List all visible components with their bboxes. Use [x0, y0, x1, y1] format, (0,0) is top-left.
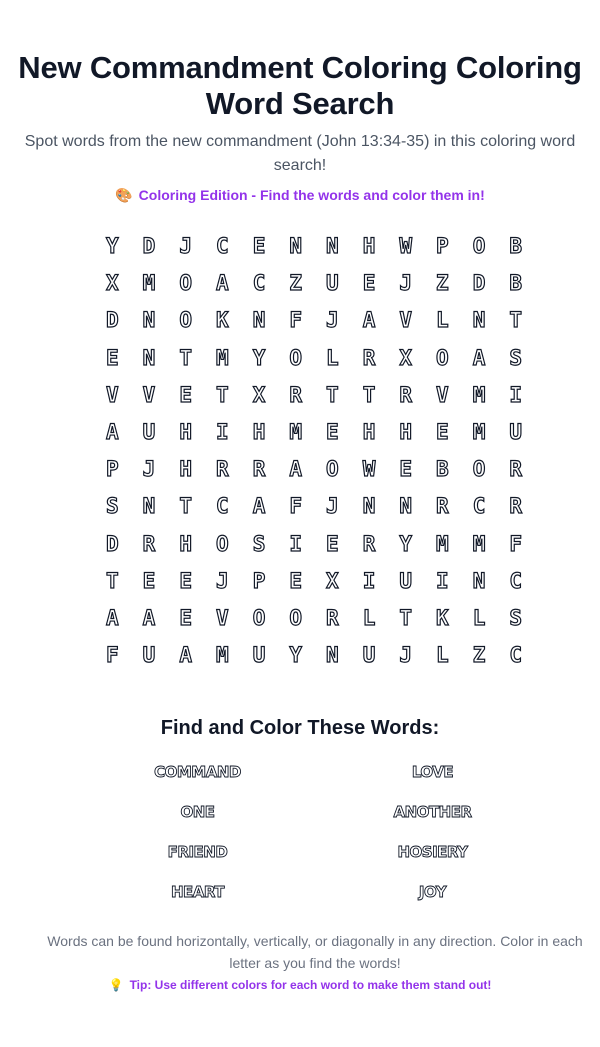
- grid-cell[interactable]: T: [326, 382, 339, 407]
- grid-cell[interactable]: C: [509, 568, 523, 593]
- grid-cell[interactable]: V: [436, 382, 449, 407]
- grid-cell[interactable]: X: [252, 382, 266, 407]
- grid-cell[interactable]: C: [509, 643, 523, 668]
- grid-row: [94, 377, 534, 414]
- grid-cell[interactable]: L: [436, 308, 449, 333]
- page-title: New Commandment Coloring Coloring Word Search: [18, 50, 582, 121]
- grid-cell[interactable]: L: [362, 605, 376, 630]
- grid-cell[interactable]: E: [142, 568, 156, 593]
- grid-cell[interactable]: O: [179, 308, 192, 333]
- grid-cell[interactable]: R: [289, 382, 303, 407]
- grid-cell[interactable]: A: [216, 271, 229, 296]
- word-list-item: COMMAND: [154, 763, 241, 781]
- grid-cell[interactable]: A: [106, 420, 119, 445]
- page-subtitle: Spot words from the new commandment (John 13:34-35) in this coloring word search!: [24, 133, 576, 174]
- grid-cell[interactable]: N: [252, 308, 266, 333]
- grid-cell[interactable]: P: [106, 457, 119, 482]
- edition-banner: [0, 185, 600, 205]
- grid-cell[interactable]: S: [509, 345, 523, 370]
- grid-cell[interactable]: N: [326, 234, 339, 259]
- grid-cell[interactable]: Y: [106, 234, 119, 259]
- grid-cell[interactable]: M: [472, 420, 486, 445]
- grid-cell[interactable]: U: [142, 420, 156, 445]
- grid-cell[interactable]: K: [216, 308, 229, 333]
- grid-row: [94, 414, 534, 451]
- grid-cell[interactable]: E: [252, 234, 266, 259]
- grid-cell[interactable]: E: [179, 382, 192, 407]
- grid-cell[interactable]: O: [179, 271, 192, 296]
- grid-cell[interactable]: E: [326, 420, 339, 445]
- grid-cell[interactable]: E: [399, 457, 413, 482]
- grid-cell[interactable]: E: [436, 420, 449, 445]
- grid-cell[interactable]: J: [326, 494, 339, 519]
- grid-cell[interactable]: N: [362, 494, 376, 519]
- grid-cell[interactable]: L: [436, 643, 449, 668]
- grid-cell[interactable]: F: [289, 308, 303, 333]
- grid-cell[interactable]: D: [472, 271, 486, 296]
- grid-cell[interactable]: J: [142, 457, 156, 482]
- grid-cell[interactable]: K: [436, 605, 449, 630]
- grid-cell[interactable]: J: [326, 308, 339, 333]
- word-list: [80, 762, 550, 902]
- grid-cell[interactable]: Z: [436, 271, 449, 296]
- grid-cell[interactable]: V: [106, 382, 119, 407]
- grid-cell[interactable]: P: [436, 234, 449, 259]
- grid-cell[interactable]: X: [326, 568, 339, 593]
- grid-cell[interactable]: O: [436, 345, 449, 370]
- grid-cell[interactable]: T: [509, 308, 523, 333]
- grid-row: [94, 488, 534, 525]
- word-list-item: HEART: [170, 883, 225, 901]
- grid-cell[interactable]: M: [436, 531, 449, 556]
- grid-cell[interactable]: R: [399, 382, 413, 407]
- grid-cell[interactable]: T: [399, 605, 413, 630]
- word-search-grid: [94, 228, 534, 674]
- grid-cell[interactable]: R: [362, 345, 376, 370]
- grid-cell[interactable]: F: [106, 643, 119, 668]
- grid-cell[interactable]: T: [362, 382, 376, 407]
- grid-cell[interactable]: J: [399, 643, 413, 668]
- grid-cell[interactable]: P: [252, 568, 266, 593]
- grid-cell[interactable]: J: [179, 234, 192, 259]
- grid-cell[interactable]: B: [509, 271, 523, 296]
- grid-cell[interactable]: O: [289, 605, 303, 630]
- grid-cell[interactable]: H: [179, 531, 192, 556]
- grid-cell[interactable]: I: [436, 568, 449, 593]
- grid-cell[interactable]: B: [436, 457, 449, 482]
- grid-cell[interactable]: I: [509, 382, 523, 407]
- edition-text: Coloring Edition - Find the words and color them in!: [138, 187, 485, 203]
- grid-cell[interactable]: M: [216, 643, 229, 668]
- grid-cell[interactable]: R: [142, 531, 156, 556]
- grid-cell[interactable]: M: [472, 382, 486, 407]
- grid-cell[interactable]: C: [252, 271, 266, 296]
- grid-cell[interactable]: S: [106, 494, 119, 519]
- grid-cell[interactable]: E: [326, 531, 339, 556]
- grid-cell[interactable]: O: [326, 457, 339, 482]
- grid-cell[interactable]: C: [216, 494, 229, 519]
- grid-row: [94, 302, 534, 339]
- grid-cell[interactable]: R: [509, 494, 523, 519]
- grid-cell[interactable]: T: [179, 494, 192, 519]
- grid-cell[interactable]: A: [362, 308, 376, 333]
- grid-cell[interactable]: I: [289, 531, 303, 556]
- grid-cell[interactable]: A: [289, 457, 303, 482]
- grid-cell[interactable]: U: [142, 643, 156, 668]
- grid-row: [94, 265, 534, 302]
- tip-text-container: [0, 976, 600, 994]
- grid-cell[interactable]: R: [252, 457, 266, 482]
- grid-cell[interactable]: Y: [289, 643, 303, 668]
- grid-cell[interactable]: Y: [252, 345, 266, 370]
- grid-cell[interactable]: Z: [289, 271, 303, 296]
- grid-cell[interactable]: N: [472, 308, 486, 333]
- grid-row: [94, 600, 534, 637]
- grid-cell[interactable]: L: [472, 605, 486, 630]
- grid-cell[interactable]: B: [509, 234, 523, 259]
- grid-cell[interactable]: D: [106, 531, 119, 556]
- grid-cell[interactable]: Z: [472, 643, 486, 668]
- grid-row: [94, 563, 534, 600]
- word-list-item: HOSIERY: [397, 843, 468, 861]
- grid-cell[interactable]: E: [362, 271, 376, 296]
- grid-cell[interactable]: M: [289, 420, 303, 445]
- grid-cell[interactable]: M: [472, 531, 486, 556]
- grid-cell[interactable]: V: [142, 382, 156, 407]
- grid-cell[interactable]: U: [399, 568, 413, 593]
- grid-cell[interactable]: O: [289, 345, 303, 370]
- grid-cell[interactable]: M: [216, 345, 229, 370]
- grid-cell[interactable]: S: [252, 531, 266, 556]
- word-list-item: FRIEND: [167, 843, 228, 861]
- grid-cell[interactable]: V: [216, 605, 229, 630]
- grid-cell[interactable]: W: [399, 234, 413, 259]
- grid-cell[interactable]: X: [399, 345, 413, 370]
- grid-cell[interactable]: R: [362, 531, 376, 556]
- grid-row: [94, 340, 534, 377]
- grid-cell[interactable]: X: [106, 271, 119, 296]
- palette-icon: 🎨: [115, 187, 133, 203]
- grid-cell[interactable]: N: [142, 494, 156, 519]
- grid-cell[interactable]: C: [472, 494, 486, 519]
- grid-cell[interactable]: N: [399, 494, 413, 519]
- grid-row: [94, 637, 534, 674]
- grid-cell[interactable]: D: [142, 234, 156, 259]
- grid-cell[interactable]: I: [216, 420, 229, 445]
- grid-cell[interactable]: N: [289, 234, 303, 259]
- grid-cell[interactable]: F: [509, 531, 523, 556]
- grid-cell[interactable]: T: [179, 345, 192, 370]
- grid-cell[interactable]: N: [326, 643, 339, 668]
- lightbulb-icon: 💡: [108, 978, 124, 992]
- grid-cell[interactable]: E: [179, 605, 192, 630]
- grid-cell[interactable]: I: [362, 568, 376, 593]
- grid-cell[interactable]: N: [472, 568, 486, 593]
- grid-cell[interactable]: N: [142, 345, 156, 370]
- grid-cell[interactable]: O: [472, 234, 486, 259]
- grid-cell[interactable]: T: [106, 568, 119, 593]
- grid-row: [94, 526, 534, 563]
- grid-cell[interactable]: R: [216, 457, 229, 482]
- grid-cell[interactable]: F: [289, 494, 303, 519]
- grid-cell[interactable]: O: [472, 457, 486, 482]
- grid-row: [94, 451, 534, 488]
- grid-cell[interactable]: U: [252, 643, 266, 668]
- word-list-item: ONE: [180, 803, 215, 821]
- grid-cell[interactable]: Y: [399, 531, 413, 556]
- grid-cell[interactable]: A: [472, 345, 486, 370]
- grid-cell[interactable]: T: [216, 382, 229, 407]
- word-list-item: LOVE: [411, 763, 454, 781]
- grid-row: [94, 228, 534, 265]
- grid-cell[interactable]: U: [362, 643, 376, 668]
- grid-cell[interactable]: A: [142, 605, 156, 630]
- grid-cell[interactable]: D: [106, 308, 119, 333]
- instructions-text: Words can be found horizontally, vertically, or diagonally in any direction. Color in each letter as you find the words!: [47, 933, 583, 971]
- grid-cell[interactable]: L: [326, 345, 339, 370]
- grid-cell[interactable]: S: [509, 605, 523, 630]
- grid-cell[interactable]: M: [142, 271, 156, 296]
- grid-cell[interactable]: R: [326, 605, 339, 630]
- grid-cell[interactable]: U: [326, 271, 339, 296]
- grid-cell[interactable]: U: [509, 420, 523, 445]
- grid-cell[interactable]: H: [362, 234, 376, 259]
- grid-cell[interactable]: H: [362, 420, 376, 445]
- grid-cell[interactable]: A: [106, 605, 119, 630]
- grid-cell[interactable]: O: [252, 605, 266, 630]
- grid-cell[interactable]: H: [252, 420, 266, 445]
- grid-cell[interactable]: H: [179, 420, 192, 445]
- grid-cell[interactable]: H: [399, 420, 413, 445]
- grid-cell[interactable]: E: [179, 568, 192, 593]
- grid-cell[interactable]: W: [362, 457, 376, 482]
- grid-cell[interactable]: R: [509, 457, 523, 482]
- word-list-item: ANOTHER: [393, 803, 472, 821]
- grid-cell[interactable]: J: [399, 271, 413, 296]
- grid-cell[interactable]: E: [106, 345, 119, 370]
- grid-cell[interactable]: H: [179, 457, 192, 482]
- grid-cell[interactable]: E: [289, 568, 303, 593]
- grid-cell[interactable]: V: [399, 308, 413, 333]
- grid-cell[interactable]: N: [142, 308, 156, 333]
- grid-cell[interactable]: A: [252, 494, 266, 519]
- word-list-title: Find and Color These Words:: [160, 717, 440, 739]
- grid-cell[interactable]: J: [216, 568, 229, 593]
- grid-cell[interactable]: R: [436, 494, 449, 519]
- grid-cell[interactable]: C: [216, 234, 229, 259]
- grid-cell[interactable]: O: [216, 531, 229, 556]
- tip-text: Tip: Use different colors for each word to make them stand out!: [129, 978, 492, 992]
- word-list-item: JOY: [418, 883, 447, 901]
- grid-cell[interactable]: A: [179, 643, 192, 668]
